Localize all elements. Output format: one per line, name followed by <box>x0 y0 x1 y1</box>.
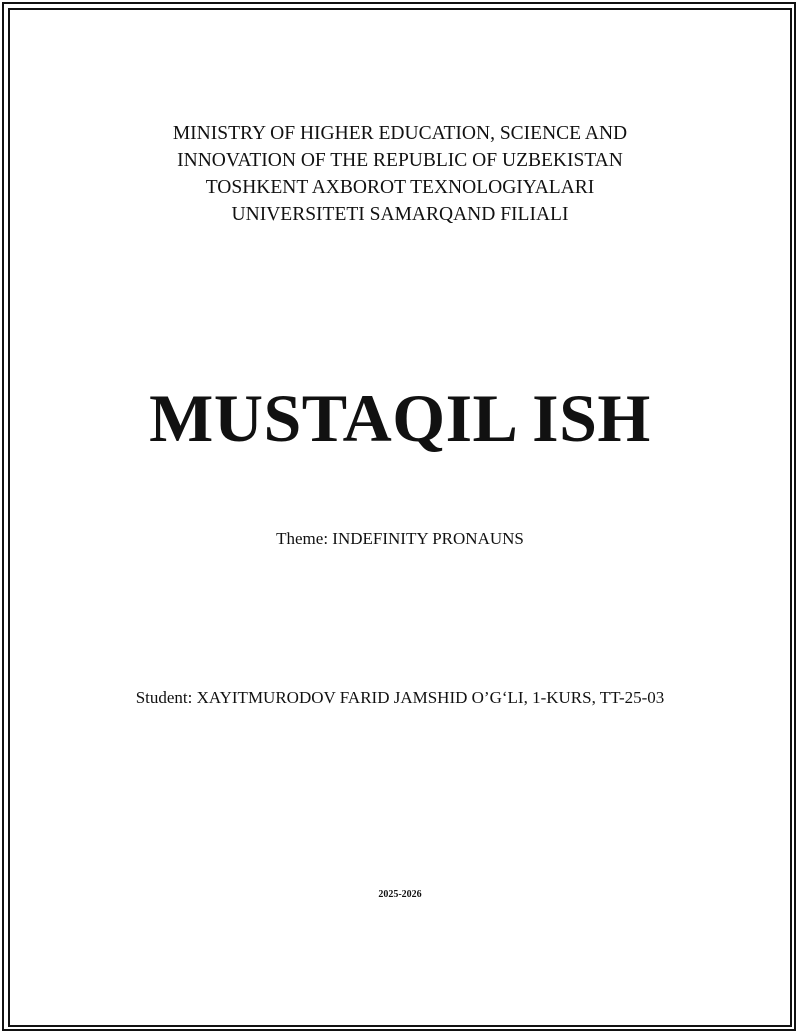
document-title: MUSTAQIL ISH <box>149 380 651 456</box>
student-info: Student: XAYITMURODOV FARID JAMSHID O’G‘LI, 1-KURS, TT-25-03 <box>135 688 665 707</box>
header-line-4: UNIVERSITETI SAMARQAND FILIALI <box>231 204 569 225</box>
header-line-3: TOSHKENT AXBOROT TEXNOLOGIYALARI <box>205 177 595 198</box>
header-line-2: INNOVATION OF THE REPUBLIC OF UZBEKISTAN <box>177 150 623 171</box>
academic-year: 2025-2026 <box>378 889 422 900</box>
institution-header <box>0 120 800 228</box>
header-line-1: MINISTRY OF HIGHER EDUCATION, SCIENCE AND <box>172 123 628 144</box>
document-theme: Theme: INDEFINITY PRONAUNS <box>276 529 524 548</box>
